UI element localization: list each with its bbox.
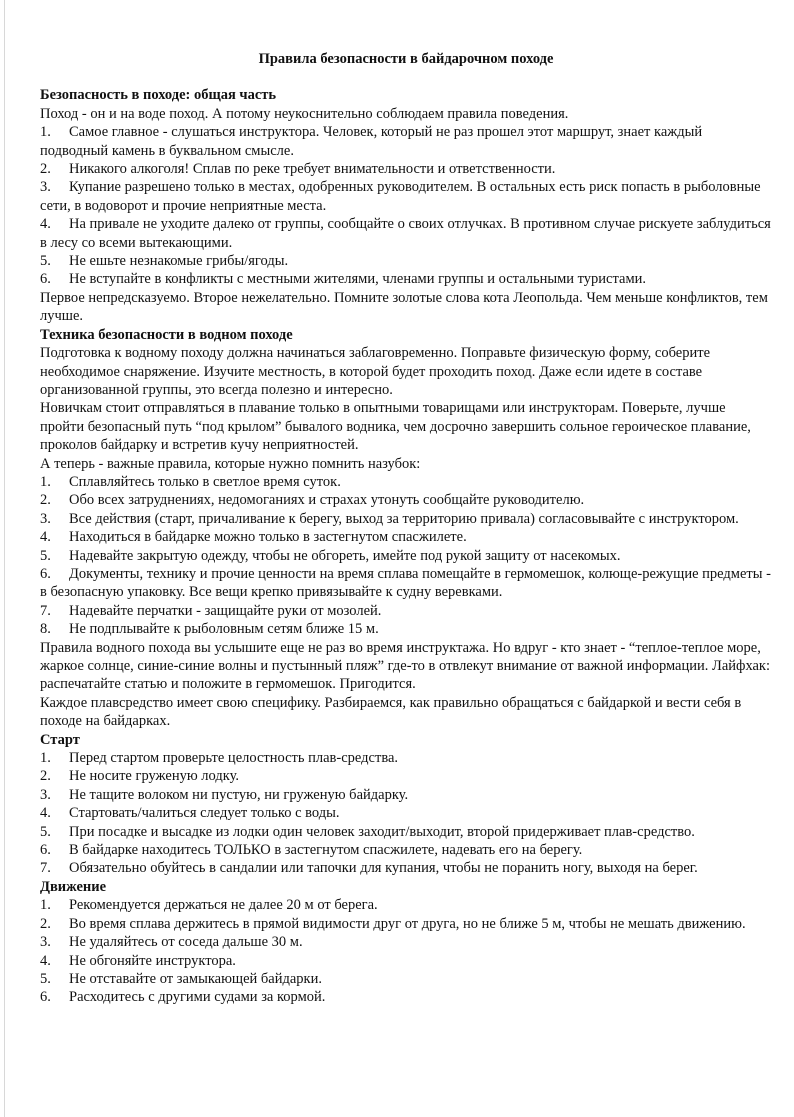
list-item [40, 270, 772, 288]
section-heading-water-safety: Техника безопасности в водном походе [40, 326, 293, 343]
list-item-text: Не удаляйтесь от соседа дальше 30 м. [69, 934, 303, 951]
list-item [40, 804, 772, 822]
list-number: 5. [40, 823, 51, 840]
list-number: 6. [40, 271, 51, 288]
list-number: 1. [40, 124, 51, 141]
list-item-text: Во время сплава держитесь в прямой видимости друг от друга, но не ближе 5 м, чтобы не мешать движению. [69, 915, 746, 932]
list-item-text: Расходитесь с другими судами за кормой. [69, 989, 326, 1006]
list-item-text: Не носите груженую лодку. [69, 768, 239, 785]
list-item [40, 786, 772, 804]
list-item [40, 547, 772, 565]
list-number: 6. [40, 989, 51, 1006]
list-item-text: Не вступайте в конфликты с местными жителями, членами группы и остальными туристами. [69, 271, 646, 288]
list-number: 3. [40, 510, 51, 527]
list-item-text: При посадке и высадке из лодки один человек заходит/выходит, второй придерживает плав-средство. [69, 823, 695, 840]
paragraph: Первое непредсказуемо. Второе нежелательно. Помните золотые слова кота Леопольда. Чем меньше конфликтов, тем лучше. [40, 289, 768, 325]
list-number: 7. [40, 602, 51, 619]
list-item-text: Не отставайте от замыкающей байдарки. [69, 970, 322, 987]
list-item-text: Самое главное - слушаться инструктора. Человек, который не раз прошел этот маршрут, знает каждый подводный камень в буквальном смысле. [40, 124, 703, 159]
list-item-text: На привале не уходите далеко от группы, сообщайте о своих отлучках. В противном случае рискуете заблудиться в лесу со всеми вытекающими. [40, 216, 771, 251]
page-edge-line [4, 0, 5, 1117]
paragraph: А теперь - важные правила, которые нужно помнить назубок: [40, 455, 421, 472]
water-rules-list [40, 473, 772, 639]
list-item [40, 896, 772, 914]
list-number: 3. [40, 179, 51, 196]
list-number: 2. [40, 492, 51, 509]
paragraph: Поход - он и на воде поход. А потому неукоснительно соблюдаем правила поведения. [40, 105, 569, 122]
list-item-text: Не ешьте незнакомые грибы/ягоды. [69, 253, 289, 270]
list-number: 4. [40, 216, 51, 233]
list-item-text: В байдарке находитесь ТОЛЬКО в застегнутом спасжилете, надевать его на берегу. [69, 842, 583, 859]
list-number: 6. [40, 565, 51, 582]
section-heading-start: Старт [40, 731, 80, 748]
list-number: 5. [40, 547, 51, 564]
list-item-text: Надевайте закрытую одежду, чтобы не обгореть, имейте под рукой защиту от насекомых. [69, 547, 621, 564]
list-item [40, 160, 772, 178]
paragraph: Правила водного похода вы услышите еще не раз во время инструктажа. Но вдруг - кто знает - “теплое-теплое море, жаркое солнце, синие-синие волны и пустынный пляж” где-то в отвлекут внимание от важной информации. Лайфхак: распечатайте статью и положите в гермомешок. Пригодится. [40, 639, 771, 693]
list-item [40, 565, 772, 602]
list-item [40, 933, 772, 951]
list-number: 4. [40, 952, 51, 969]
list-item [40, 491, 772, 509]
list-item [40, 767, 772, 785]
general-rules-list [40, 123, 772, 289]
list-item-text: Находиться в байдарке можно только в застегнутом спасжилете. [69, 529, 467, 546]
list-number: 1. [40, 750, 51, 767]
list-item [40, 952, 772, 970]
list-item-text: Надевайте перчатки - защищайте руки от мозолей. [69, 602, 382, 619]
list-item [40, 252, 772, 270]
list-item [40, 215, 772, 252]
list-number: 5. [40, 970, 51, 987]
list-item [40, 620, 772, 638]
list-item-text: Не тащите волоком ни пустую, ни груженую байдарку. [69, 786, 409, 803]
list-item [40, 859, 772, 877]
list-number: 7. [40, 860, 51, 877]
list-item-text: Обязательно обуйтесь в сандалии или тапочки для купания, чтобы не поранить ногу, выходя на берег. [69, 860, 698, 877]
list-item [40, 988, 772, 1006]
document-title: Правила безопасности в байдарочном походе [258, 51, 554, 67]
list-number: 1. [40, 473, 51, 490]
section-heading-movement: Движение [40, 878, 107, 895]
list-number: 2. [40, 161, 51, 178]
list-item [40, 915, 772, 933]
list-item [40, 473, 772, 491]
list-number: 3. [40, 786, 51, 803]
start-rules-list [40, 749, 772, 878]
list-item-text: Не обгоняйте инструктора. [69, 952, 236, 969]
list-number: 2. [40, 915, 51, 932]
list-number: 8. [40, 621, 51, 638]
list-item-text: Рекомендуется держаться не далее 20 м от берега. [69, 897, 378, 914]
list-item-text: Обо всех затруднениях, недомоганиях и страхах утонуть сообщайте руководителю. [69, 492, 585, 509]
movement-rules-list [40, 896, 772, 1006]
list-item-text: Документы, технику и прочие ценности на время сплава помещайте в гермомешок, колюще-режущие предметы - в безопасную упаковку. Все вещи крепко привязывайте к судну веревками. [40, 565, 771, 601]
list-item [40, 178, 772, 215]
section-heading-general: Безопасность в походе: общая часть [40, 87, 277, 104]
list-number: 1. [40, 897, 51, 914]
list-item-text: Сплавляйтесь только в светлое время суток. [69, 473, 341, 490]
list-item-text: Не подплывайте к рыболовным сетям ближе 15 м. [69, 621, 379, 638]
document-page [40, 50, 772, 1007]
list-number: 4. [40, 805, 51, 822]
list-item [40, 602, 772, 620]
list-item [40, 841, 772, 859]
paragraph: Новичкам стоит отправляться в плавание только в опытными товарищами или инструкторам. Поверьте, лучше пройти безопасный путь “под крылом” бывалого водника, чем досрочно завершить сольное героическое плавание, проколов байдарку и встретив кучу неприятностей. [40, 400, 751, 454]
list-item-text: Стартовать/чалиться следует только с воды. [69, 805, 340, 822]
list-item-text: Купание разрешено только в местах, одобренных руководителем. В остальных есть риск попасть в рыболовные сети, в водоворот и прочие неприятные места. [40, 179, 761, 214]
list-item-text: Все действия (старт, причаливание к берегу, выход за территорию привала) согласовывайте с инструктором. [69, 510, 739, 527]
list-number: 3. [40, 934, 51, 951]
list-item [40, 823, 772, 841]
list-item [40, 749, 772, 767]
list-item-text: Никакого алкоголя! Сплав по реке требует внимательности и ответственности. [69, 161, 556, 178]
paragraph: Подготовка к водному походу должна начинаться заблаговременно. Поправьте физическую форму, соберите необходимое снаряжение. Изучите местность, в которой будет проходить поход. Даже если идете в составе организованной группы, это всегда полезно и интересно. [40, 345, 711, 398]
list-number: 4. [40, 529, 51, 546]
list-item [40, 123, 772, 160]
list-number: 2. [40, 768, 51, 785]
list-item [40, 528, 772, 546]
list-item [40, 970, 772, 988]
list-item-text: Перед стартом проверьте целостность плав-средства. [69, 750, 399, 767]
list-item [40, 510, 772, 528]
list-number: 5. [40, 253, 51, 270]
paragraph: Каждое плавсредство имеет свою специфику. Разбираемся, как правильно обращаться с байдаркой и вести себя в походе на байдарках. [40, 694, 742, 730]
list-number: 6. [40, 842, 51, 859]
